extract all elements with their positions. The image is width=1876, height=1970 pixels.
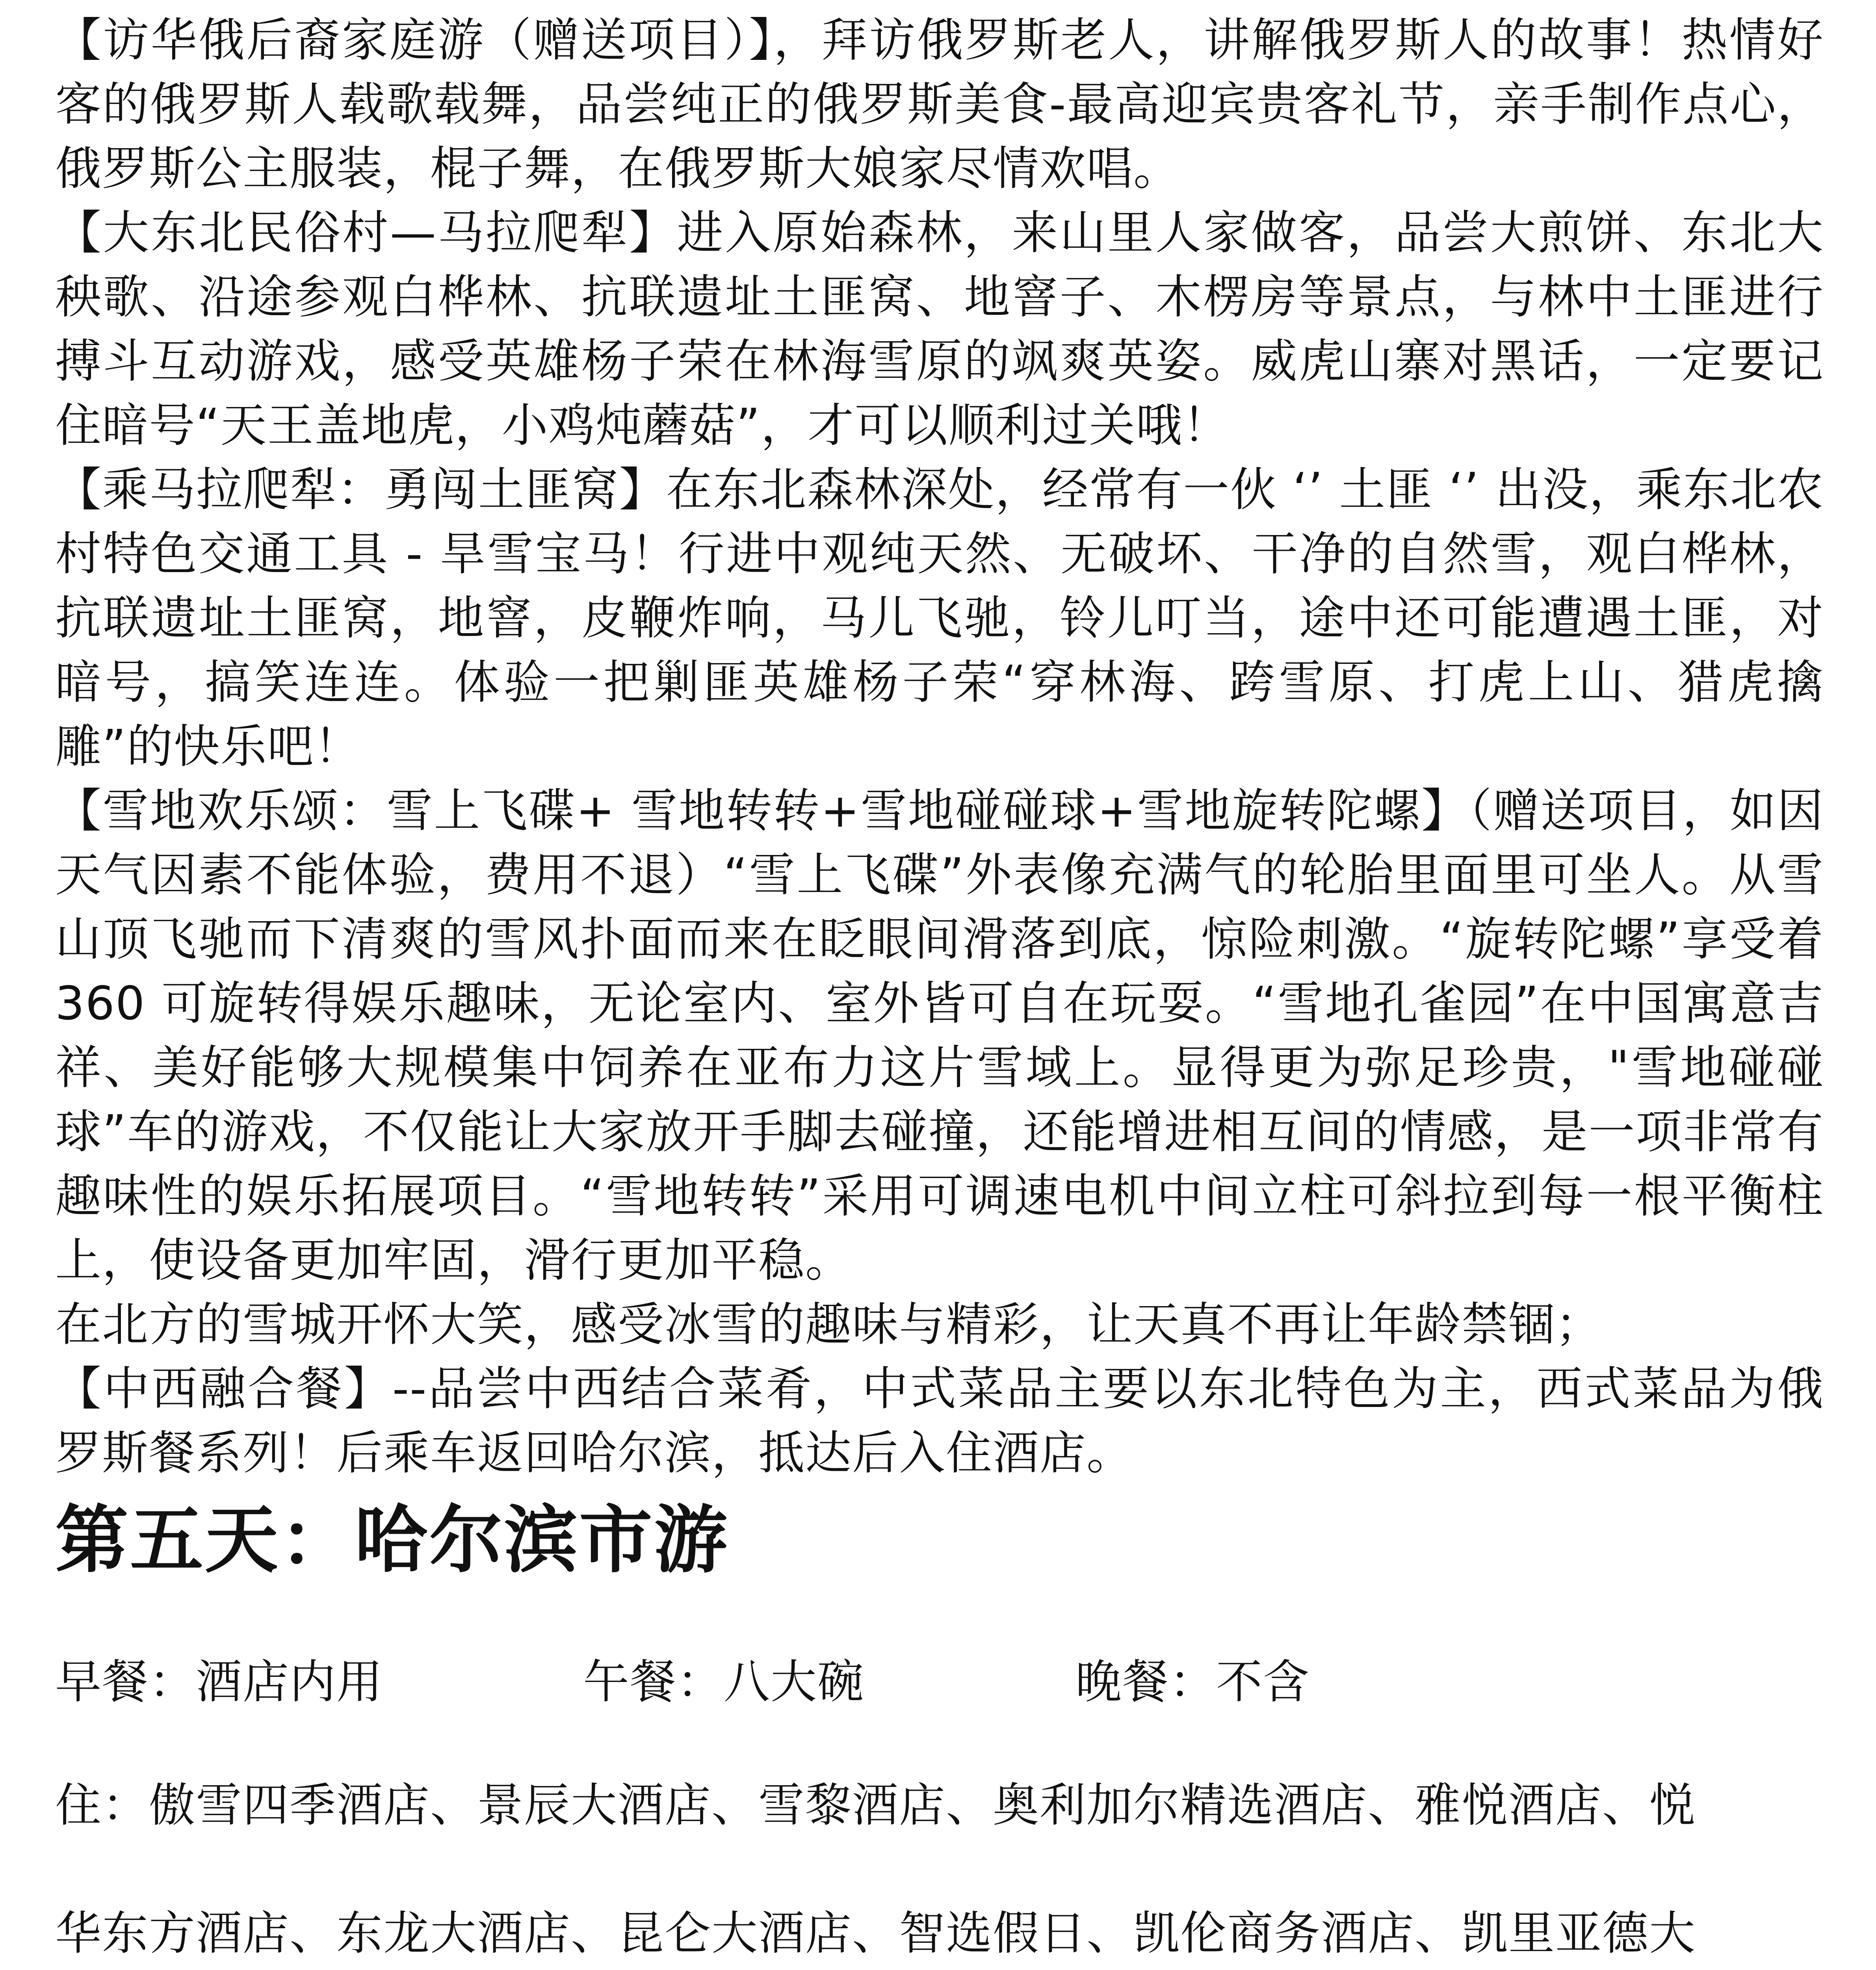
paragraph-horse-sled: 【乘马拉爬犁：勇闯土匪窝】在东北森林深处，经常有一伙 ‘’ 土匪 ‘’ 出没，乘东北农村特色交通工具 - 旱雪宝马！行进中观纯天然、无破坏、干净的自然雪，观白桦林，抗联遗址土匪窝，地窨，皮鞭炸响，马儿飞驰，铃儿叮当，途中还可能遭遇土匪，对暗号，搞笑连连。体验一把剿匪英雄杨子荣“穿林海、跨雪原、打虎上山、猎虎擒雕”的快乐吧！ [55,463,1824,773]
meal-dinner: 晚餐：不含 [1075,1655,1310,1709]
stay-hotels-line1: 住：傲雪四季酒店、景辰大酒店、雪黎酒店、奥利加尔精选酒店、雅悦酒店、悦 [55,1778,1696,1832]
paragraph-russian-family-visit: 【访华俄后裔家庭游（赠送项目）】，拜访俄罗斯老人，讲解俄罗斯人的故事！热情好客的俄罗斯人载歌载舞，品尝纯正的俄罗斯美食-最高迎宾贵客礼节，亲手制作点心，俄罗斯公主服装，棍子舞，在俄罗斯大娘家尽情欢唱。 [55,13,1824,195]
document-page [55,0,1824,1965]
day-five-heading: 第五天：哈尔滨市游 [55,1497,729,1583]
paragraph-snow-activities: 【雪地欢乐颂：雪上飞碟+ 雪地转转+雪地碰碰球+雪地旋转陀螺】（赠送项目，如因天气因素不能体验，费用不退）“雪上飞碟”外表像充满气的轮胎里面里可坐人。从雪山顶飞驰而下清爽的雪风扑面而来在眨眼间滑落到底，惊险刺激。“旋转陀螺”享受着 360 可旋转得娱乐趣味，无论室内、室外皆可自在玩耍。“雪地孔雀园”在中国寓意吉祥、美好能够大规模集中饲养在亚布力这片雪域上。显得更为弥足珍贵，"雪地碰碰球”车的游戏，不仅能让大家放开手脚去碰撞，还能增进相互间的情感，是一项非常有趣味性的娱乐拓展项目。“雪地转转”采用可调速电机中间立柱可斜拉到每一根平衡柱上，使设备更加牢固，滑行更加平稳。 [55,784,1824,1287]
paragraph-fusion-meal: 【中西融合餐】--品尝中西结合菜肴，中式菜品主要以东北特色为主，西式菜品为俄罗斯餐系列！后乘车返回哈尔滨，抵达后入住酒店。 [55,1362,1824,1480]
paragraph-folk-village: 【大东北民俗村—马拉爬犁】进入原始森林，来山里人家做客，品尝大煎饼、东北大秧歌、沿途参观白桦林、抗联遗址土匪窝、地窨子、木楞房等景点，与林中土匪进行搏斗互动游戏，感受英雄杨子荣在林海雪原的飒爽英姿。威虎山寨对黑话，一定要记住暗号“天王盖地虎，小鸡炖蘑菇”，才可以顺利过关哦！ [55,206,1824,452]
paragraph-snow-city: 在北方的雪城开怀大笑，感受冰雪的趣味与精彩，让天真不再让年龄禁锢； [55,1297,1603,1351]
meal-breakfast: 早餐：酒店内用 [55,1655,384,1709]
stay-hotels-line2: 华东方酒店、东龙大酒店、昆仑大酒店、智选假日、凯伦商务酒店、凯里亚德大 [55,1906,1696,1960]
meal-lunch: 午餐：八大碗 [583,1655,865,1709]
meals-row [55,1650,1824,1714]
